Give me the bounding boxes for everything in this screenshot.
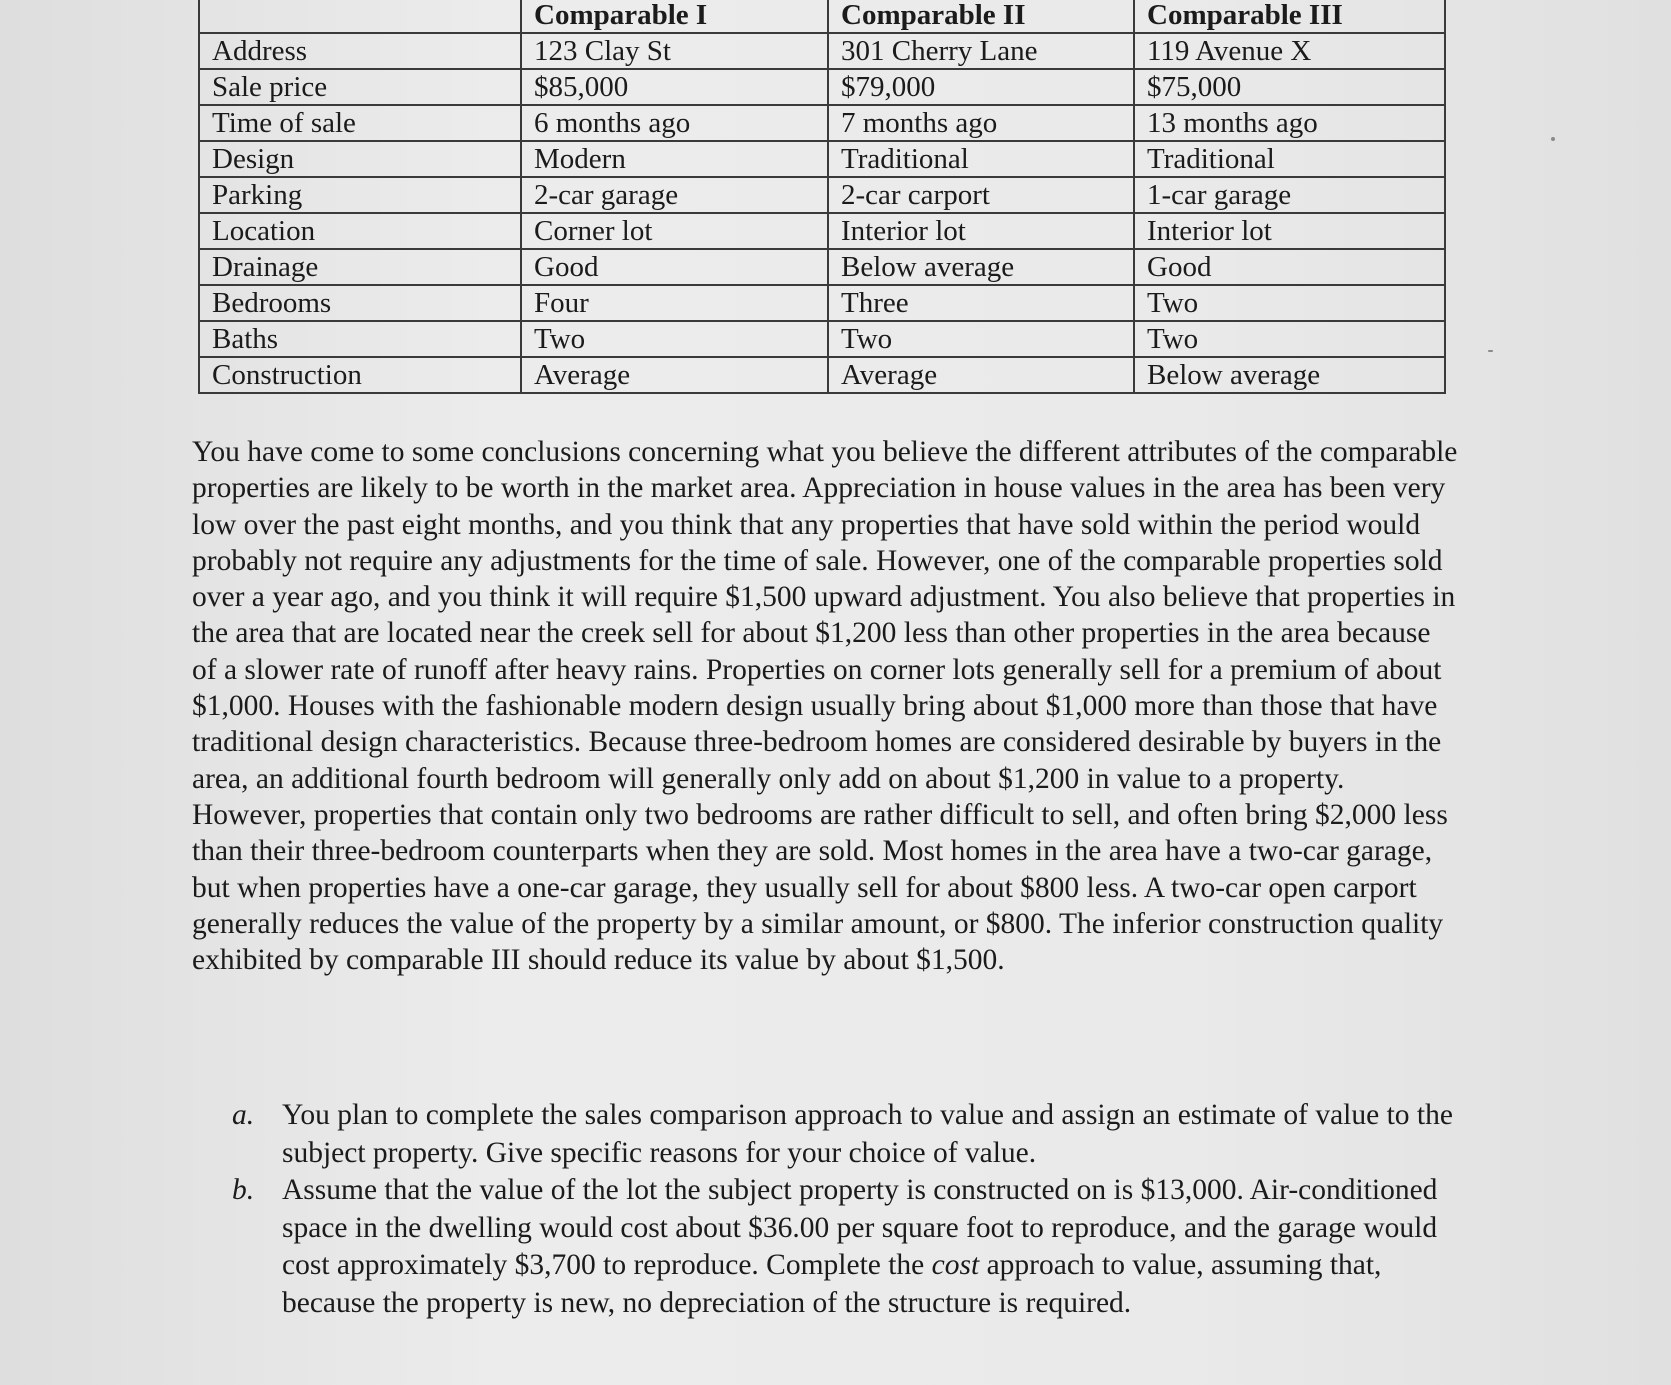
table-cell: Two: [1134, 321, 1445, 357]
table-cell: Traditional: [1134, 141, 1445, 177]
row-label: Design: [199, 141, 521, 177]
question-letter: a.: [232, 1099, 255, 1131]
table-cell: Four: [521, 285, 828, 321]
table-cell: 123 Clay St: [521, 33, 828, 69]
paper-speck: [1488, 350, 1493, 352]
question-a: [232, 1097, 1462, 1172]
row-label: Baths: [199, 321, 521, 357]
row-label: Sale price: [199, 69, 521, 105]
question-text-italic: cost: [931, 1249, 980, 1281]
table-cell: Two: [1134, 285, 1445, 321]
row-label: Location: [199, 213, 521, 249]
table-cell: Below average: [828, 249, 1134, 285]
question-text: You plan to complete the sales comparison approach to value and assign an estimate of value to the subject property. Give specific reasons for your choice of value.: [282, 1099, 1453, 1169]
table-row-construction: [199, 357, 1445, 393]
table-cell: $75,000: [1134, 69, 1445, 105]
table-cell: 2-car carport: [828, 177, 1134, 213]
table-cell: 7 months ago: [828, 105, 1134, 141]
table-row-location: [199, 213, 1445, 249]
row-label: Address: [199, 33, 521, 69]
paper-speck: [1551, 137, 1555, 141]
table-cell: $85,000: [521, 69, 828, 105]
table-row-drainage: [199, 249, 1445, 285]
row-label: Time of sale: [199, 105, 521, 141]
table-cell: Average: [521, 357, 828, 393]
table-row-baths: [199, 321, 1445, 357]
table-cell: Below average: [1134, 357, 1445, 393]
question-list: [232, 1097, 1462, 1322]
comparables-table: [198, 0, 1446, 394]
table-cell: 119 Avenue X: [1134, 33, 1445, 69]
table-cell: 2-car garage: [521, 177, 828, 213]
table-header-row: [199, 0, 1445, 33]
table-cell: Traditional: [828, 141, 1134, 177]
table-cell: 1-car garage: [1134, 177, 1445, 213]
table-row-address: [199, 33, 1445, 69]
question-b: [232, 1172, 1462, 1322]
table-cell: Good: [521, 249, 828, 285]
table-cell: Average: [828, 357, 1134, 393]
table-cell: Two: [521, 321, 828, 357]
header-comparable-2: Comparable II: [828, 0, 1134, 33]
scenario-paragraph: You have come to some conclusions concerning what you believe the different attributes of the comparable properties are likely to be worth in the market area. Appreciation in house values in the area has been very low over the past eight months, and you think that any properties that have sold within the period would probably not require any adjustments for the time of sale. However, one of the comparable properties sold over a year ago, and you think it will require $1,500 upward adjustment. You also believe that properties in the area that are located near the creek sell for about $1,200 less than other properties in the area because of a slower rate of runoff after heavy rains. Properties on corner lots generally sell for a premium of about $1,000. Houses with the fashionable modern design usually bring about $1,000 more than those that have traditional design characteristics. Because three-bedroom homes are considered desirable by buyers in the area, an additional fourth bedroom will generally only add on about $1,200 in value to a property. However, properties that contain only two bedrooms are rather difficult to sell, and often bring $2,000 less than their three-bedroom counterparts when they are sold. Most homes in the area have a two-car garage, but when properties have a one-car garage, they usually sell for about $800 less. A two-car open carport generally reduces the value of the property by a similar amount, or $800. The inferior construction quality exhibited by comparable III should reduce its value by about $1,500.: [192, 436, 1458, 977]
table-row-parking: [199, 177, 1445, 213]
row-label: Parking: [199, 177, 521, 213]
table-row-design: [199, 141, 1445, 177]
table-cell: 301 Cherry Lane: [828, 33, 1134, 69]
table-cell: Corner lot: [521, 213, 828, 249]
row-label: Construction: [199, 357, 521, 393]
table-cell: 13 months ago: [1134, 105, 1445, 141]
header-comparable-3: Comparable III: [1134, 0, 1445, 33]
table-cell: $79,000: [828, 69, 1134, 105]
row-label: Drainage: [199, 249, 521, 285]
table-cell: Modern: [521, 141, 828, 177]
question-text-start: Assume that the value of the lot the subject property is constructed on is $13,000. Air-conditioned space in the dwelling would cost about $36.00 per square foot to reproduce, and the garage would cost approximately $3,700 to reproduce. Complete the: [282, 1174, 1438, 1281]
table-cell: Interior lot: [828, 213, 1134, 249]
table-cell: Three: [828, 285, 1134, 321]
header-blank-cell: [199, 0, 521, 33]
table-cell: Two: [828, 321, 1134, 357]
table-cell: Interior lot: [1134, 213, 1445, 249]
row-label: Bedrooms: [199, 285, 521, 321]
table-row-bedrooms: [199, 285, 1445, 321]
question-text-end: approach to value, assuming that, because the property is new, no depreciation of the structure is required.: [282, 1249, 1382, 1319]
table-row-time-of-sale: [199, 105, 1445, 141]
question-letter: b.: [232, 1174, 255, 1206]
header-comparable-1: Comparable I: [521, 0, 828, 33]
table-cell: Good: [1134, 249, 1445, 285]
table-row-sale-price: [199, 69, 1445, 105]
table-cell: 6 months ago: [521, 105, 828, 141]
